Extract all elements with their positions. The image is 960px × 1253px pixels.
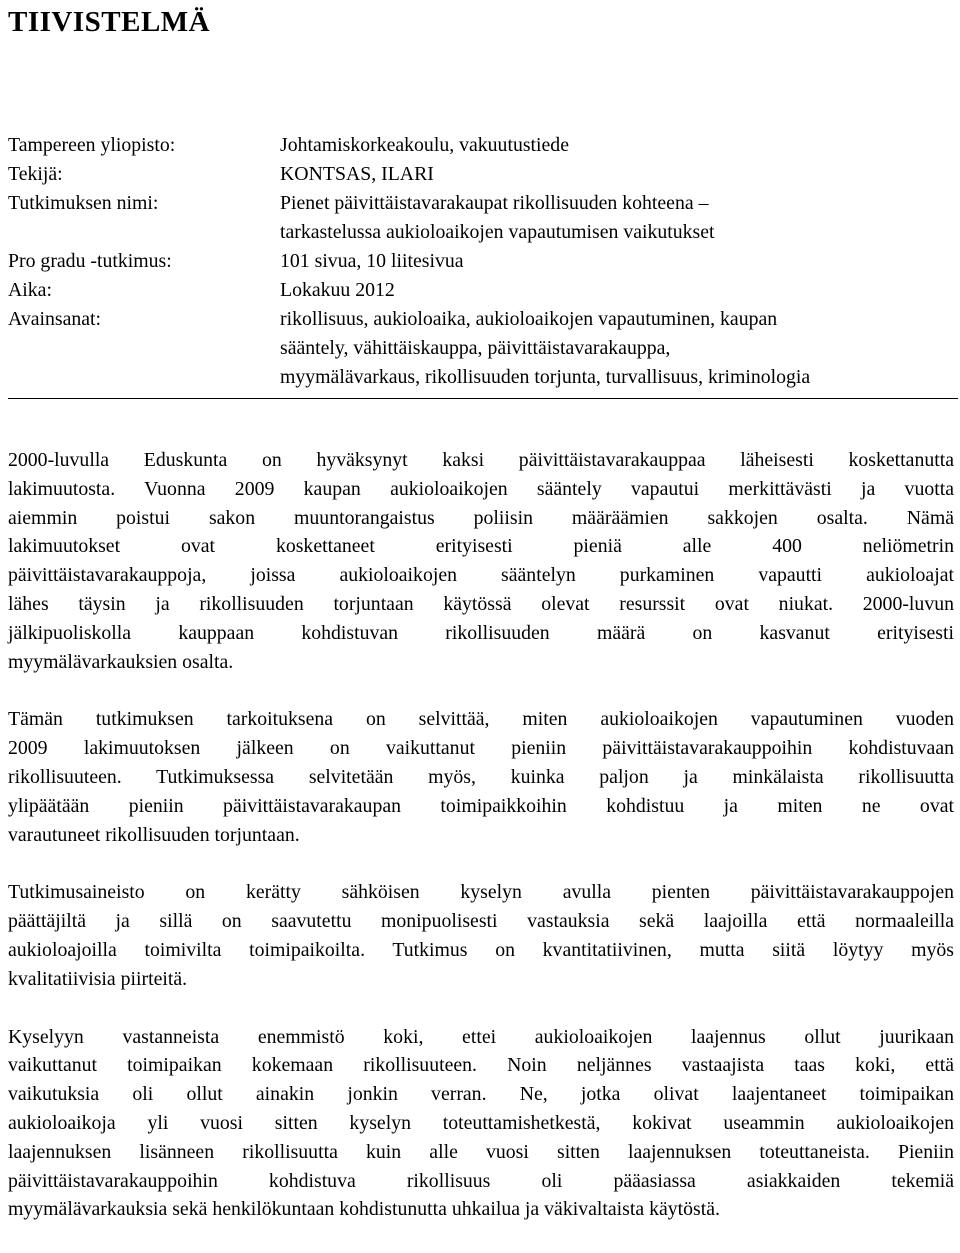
meta-value-line: myymälävarkaus, rikollisuuden torjunta, turvallisuus, kriminologia	[280, 366, 811, 388]
abstract-body	[8, 446, 954, 1253]
text-line: myymälävarkauksien osalta.	[8, 650, 234, 673]
meta-value-line: tarkastelussa aukioloaikojen vapautumisen vaikutukset	[280, 221, 715, 243]
meta-value-line: Lokakuu 2012	[280, 279, 395, 301]
abstract-paragraph-1	[8, 446, 954, 676]
text-line: laajennuksen lisänneen rikollisuutta kuin alle vuosi sitten laajennuksen toteuttaneista. Pieniin	[8, 1140, 954, 1163]
text-line: jälkipuoliskolla kauppaan kohdistuvan rikollisuuden määrä on kasvanut erityisesti	[8, 621, 954, 644]
text-line: aukioloaikoja yli vuosi sitten kyselyn toteuttamishetkestä, kokivat useammin aukioloaikojen	[8, 1111, 954, 1134]
text-line: lakimuutosta. Vuonna 2009 kaupan aukioloaikojen sääntely vapautui merkittävästi ja vuotta	[8, 477, 954, 500]
meta-row-date	[8, 276, 956, 305]
meta-value-university	[280, 131, 956, 160]
meta-value-line: sääntely, vähittäiskauppa, päivittäistavarakauppa,	[280, 337, 671, 359]
text-line: aiemmin poistui sakon muuntorangaistus poliisin määräämien sakkojen osalta. Nämä	[8, 506, 954, 529]
meta-label-university: Tampereen yliopisto:	[8, 134, 176, 156]
text-line: Tutkimusaineisto on kerätty sähköisen kyselyn avulla pienten päivittäistavarakauppojen	[8, 881, 954, 904]
meta-label-thesis-type: Pro gradu -tutkimus:	[8, 250, 172, 272]
text-line: ylipäätään pieniin päivittäistavarakaupan toimipaikkoihin kohdistuu ja miten ne ovat	[8, 794, 954, 817]
text-line: 2009 lakimuutoksen jälkeen on vaikuttanut pieniin päivittäistavarakauppoihin kohdistuvaan	[8, 737, 954, 760]
abstract-paragraph-4	[8, 1023, 954, 1225]
meta-value-line: rikollisuus, aukioloaika, aukioloaikojen vapautuminen, kaupan	[280, 308, 778, 330]
meta-value-thesis-title	[280, 189, 956, 247]
meta-value-line: Pienet päivittäistavarakaupat rikollisuuden kohteena –	[280, 192, 709, 214]
meta-label-keywords: Avainsanat:	[8, 308, 102, 330]
meta-value-date	[280, 276, 956, 305]
text-line: varautuneet rikollisuuden torjuntaan.	[8, 823, 300, 846]
meta-value-line: KONTSAS, ILARI	[280, 163, 434, 185]
meta-row-thesis-type	[8, 247, 956, 276]
meta-value-thesis-type	[280, 247, 956, 276]
text-line: päättäjiltä ja sillä on saavutettu monipuolisesti vastauksia sekä laajoilla että normaaleilla	[8, 910, 954, 933]
text-line: myymälävarkauksia sekä henkilökuntaan kohdistunutta uhkailua ja väkivaltaista käytöstä.	[8, 1198, 720, 1221]
text-line: aukioloajoilla toimivilta toimipaikoilta. Tutkimus on kvantitatiivinen, mutta siitä löytyy myös	[8, 938, 954, 961]
meta-row-author	[8, 160, 956, 189]
abstract-paragraph-2	[8, 705, 954, 849]
meta-label-thesis-title: Tutkimuksen nimi:	[8, 192, 159, 214]
text-line: Tämän tutkimuksen tarkoituksena on selvittää, miten aukioloaikojen vapautuminen vuoden	[8, 708, 954, 731]
page-title: TIIVISTELMÄ	[8, 6, 211, 38]
text-line: päivittäistavarakauppoja, joissa aukioloaikojen sääntelyn purkaminen vapautti aukioloajat	[8, 564, 954, 587]
meta-row-university	[8, 131, 956, 160]
text-line: 2000-luvulla Eduskunta on hyväksynyt kaksi päivittäistavarakauppaa läheisesti koskettanutta	[8, 449, 954, 471]
meta-value-author	[280, 160, 956, 189]
text-line: rikollisuuteen. Tutkimuksessa selvitetään myös, kuinka paljon ja minkälaista rikollisuutta	[8, 765, 954, 788]
abstract-paragraph-3	[8, 878, 954, 993]
meta-label-date: Aika:	[8, 279, 52, 301]
text-line: Kyselyyn vastanneista enemmistö koki, ettei aukioloaikojen laajennus ollut juurikaan	[8, 1025, 954, 1048]
section-divider	[8, 398, 958, 399]
meta-value-keywords	[280, 305, 956, 392]
meta-value-line: Johtamiskorkeakoulu, vakuutustiede	[280, 134, 569, 156]
meta-row-thesis-title	[8, 189, 956, 247]
text-line: lähes täysin ja rikollisuuden torjuntaan käytössä olevat resurssit ovat niukat. 2000-luvun	[8, 592, 954, 615]
text-line: vaikutuksia oli ollut ainakin jonkin verran. Ne, jotka olivat laajentaneet toimipaikan	[8, 1083, 954, 1106]
meta-value-line: 101 sivua, 10 liitesivua	[280, 250, 464, 272]
text-line: lakimuutokset ovat koskettaneet erityisesti pieniä alle 400 neliömetrin	[8, 535, 954, 558]
metadata-table	[8, 131, 956, 392]
text-line: päivittäistavarakauppoihin kohdistuva rikollisuus oli pääasiassa asiakkaiden tekemiä	[8, 1169, 954, 1192]
text-line: vaikuttanut toimipaikan kokemaan rikollisuuteen. Noin neljännes vastaajista taas koki, että	[8, 1054, 954, 1077]
meta-label-author: Tekijä:	[8, 163, 63, 185]
text-line: kvalitatiivisia piirteitä.	[8, 967, 188, 990]
meta-row-keywords	[8, 305, 956, 392]
